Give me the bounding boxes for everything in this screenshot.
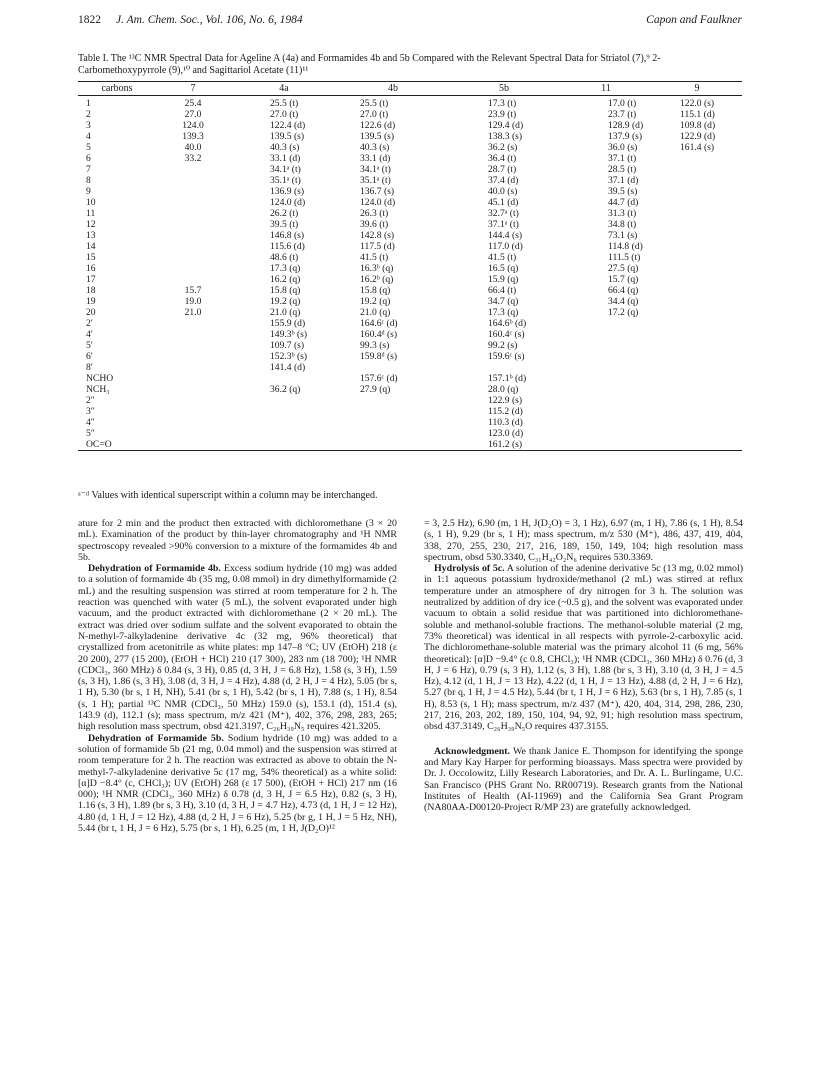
shift-cell	[652, 439, 742, 450]
shift-cell: 159.6ᶜ (s)	[488, 351, 525, 362]
column-header: 11	[601, 83, 611, 94]
shift-cell	[230, 373, 338, 384]
shift-cell: 25.4	[184, 98, 202, 109]
carbon-label: 8	[86, 175, 91, 186]
table-row	[78, 373, 742, 384]
shift-cell	[156, 197, 230, 208]
shift-cell: 34.4 (q)	[608, 296, 639, 307]
column-header: carbons	[101, 83, 133, 94]
paragraph-body: We thank Janice E. Thompson for identifying the sponge and Mary Kay Harper for performing bioassays. Mass spectra were provided by Dr. J. Occolowitz, Lilly Research Laboratories, and Dr. A. L. Burlingame, U.C. San Francisco (PHS Grant No. RR00719). Research grants from the National Institutes of Health (AI-11969) and the California Sea Grant Program (NA80AA-D00120-Project R/MP 23) are gratefully acknowledged.	[424, 745, 743, 814]
section-heading: Dehydration of Formamide 4b.	[88, 563, 221, 575]
shift-cell: 26.2 (t)	[270, 208, 299, 219]
shift-cell	[652, 395, 742, 406]
shift-cell	[652, 307, 742, 318]
shift-cell: 34.1ᵃ (t)	[360, 164, 391, 175]
shift-cell: 16.3ᵇ (q)	[360, 263, 394, 274]
shift-cell: 114.8 (d)	[608, 241, 643, 252]
shift-cell: 28.5 (t)	[608, 164, 637, 175]
shift-cell	[230, 406, 338, 417]
shift-cell	[230, 395, 338, 406]
shift-cell: 17.3 (q)	[488, 307, 519, 318]
shift-cell: 160.4ᶜ (s)	[488, 329, 525, 340]
carbon-label: 2	[86, 109, 91, 120]
carbon-label: 3″	[86, 406, 95, 417]
shift-cell	[156, 373, 230, 384]
shift-cell	[156, 241, 230, 252]
shift-cell: 160.4ᵈ (s)	[360, 329, 398, 340]
shift-cell: 122.9 (d)	[680, 131, 716, 142]
carbon-label: 13	[86, 230, 96, 241]
shift-cell: 41.5 (t)	[360, 252, 389, 263]
shift-cell	[156, 384, 230, 395]
table-row	[78, 263, 742, 274]
shift-cell: 48.6 (t)	[270, 252, 299, 263]
shift-cell	[560, 351, 652, 362]
shift-cell: 25.5 (t)	[270, 98, 299, 109]
shift-cell: 152.3ᵇ (s)	[270, 351, 308, 362]
shift-cell	[560, 395, 652, 406]
shift-cell: 26.3 (t)	[360, 208, 389, 219]
shift-cell	[652, 329, 742, 340]
shift-cell	[652, 219, 742, 230]
shift-cell: 40.0 (s)	[488, 186, 518, 197]
shift-cell: 115.1 (d)	[680, 109, 715, 120]
shift-cell: 155.9 (d)	[270, 318, 306, 329]
shift-cell: 40.0	[184, 142, 202, 153]
shift-cell: 109.8 (d)	[680, 120, 716, 131]
shift-cell: 37.4 (d)	[488, 175, 519, 186]
shift-cell	[652, 318, 742, 329]
table-row	[78, 395, 742, 406]
shift-cell: 17.3 (q)	[270, 263, 301, 274]
shift-cell: 115.2 (d)	[488, 406, 523, 417]
shift-cell: 159.8ᵈ (s)	[360, 351, 398, 362]
carbon-label: 10	[86, 197, 96, 208]
shift-cell	[448, 362, 560, 373]
running-header	[78, 14, 742, 30]
shift-cell	[156, 439, 230, 450]
shift-cell: 33.1 (d)	[360, 153, 391, 164]
shift-cell	[560, 373, 652, 384]
shift-cell: 16.2ᵇ (q)	[360, 274, 394, 285]
shift-cell: 136.7 (s)	[360, 186, 395, 197]
carbon-label: 8′	[86, 362, 93, 373]
shift-cell	[560, 406, 652, 417]
shift-cell: 138.3 (s)	[488, 131, 523, 142]
shift-cell	[156, 340, 230, 351]
shift-cell: 28.7 (t)	[488, 164, 517, 175]
shift-cell: 124.0	[182, 120, 204, 131]
shift-cell: 40.3 (s)	[360, 142, 390, 153]
shift-cell	[652, 285, 742, 296]
shift-cell	[652, 186, 742, 197]
shift-cell	[652, 252, 742, 263]
carbon-label: 12	[86, 219, 96, 230]
table-row	[78, 120, 742, 131]
carbon-label: 5	[86, 142, 91, 153]
shift-cell: 35.1ᵃ (t)	[360, 175, 391, 186]
shift-cell: 27.0 (t)	[360, 109, 389, 120]
carbon-label: 5″	[86, 428, 95, 439]
shift-cell	[652, 384, 742, 395]
shift-cell	[338, 406, 448, 417]
shift-cell: 23.7 (t)	[608, 109, 637, 120]
shift-cell	[230, 439, 338, 450]
shift-cell: 66.4 (t)	[488, 285, 517, 296]
shift-cell: 23.9 (t)	[488, 109, 517, 120]
carbon-label: 9	[86, 186, 91, 197]
shift-cell	[560, 318, 652, 329]
carbon-label: 7	[86, 164, 91, 175]
shift-cell: 37.1ᵃ (t)	[488, 219, 519, 230]
carbon-label: 4″	[86, 417, 95, 428]
carbon-label: 1	[86, 98, 91, 109]
shift-cell: 164.6ᶜ (d)	[360, 318, 398, 329]
shift-cell: 117.5 (d)	[360, 241, 395, 252]
shift-cell	[156, 428, 230, 439]
shift-cell	[560, 362, 652, 373]
carbon-label: 2′	[86, 318, 93, 329]
shift-cell: 44.7 (d)	[608, 197, 639, 208]
shift-cell	[652, 406, 742, 417]
carbon-label: OC=O	[86, 439, 112, 450]
shift-cell: 122.4 (d)	[270, 120, 306, 131]
shift-cell: 16.2 (q)	[270, 274, 301, 285]
section-heading: Hydrolysis of 5c.	[434, 563, 505, 575]
shift-cell: 41.5 (t)	[488, 252, 517, 263]
shift-cell: 139.5 (s)	[360, 131, 395, 142]
table-row	[78, 219, 742, 230]
carbon-label: 16	[86, 263, 96, 274]
shift-cell	[652, 164, 742, 175]
shift-cell	[560, 329, 652, 340]
shift-cell: 34.8 (t)	[608, 219, 637, 230]
carbon-label: 15	[86, 252, 96, 263]
shift-cell: 28.0 (q)	[488, 384, 519, 395]
table-row	[78, 274, 742, 285]
shift-cell	[560, 417, 652, 428]
shift-cell	[156, 351, 230, 362]
table-row	[78, 186, 742, 197]
shift-cell: 33.2	[184, 153, 202, 164]
table-row	[78, 230, 742, 241]
carbon-label: 19	[86, 296, 96, 307]
shift-cell: 109.7 (s)	[270, 340, 305, 351]
shift-cell	[652, 296, 742, 307]
carbon-label: NCH₃	[86, 384, 110, 395]
table-row	[78, 439, 742, 450]
table-caption: Table I. The ¹³C NMR Spectral Data for Ageline A (4a) and Formamides 4b and 5b Compared with the Relevant Spectral Data for Striatol (7),⁹ 2-Carbomethoxypyrrole (9),¹⁰ and Sagittariol Acetate (11)¹¹	[78, 53, 661, 76]
carbon-label: 20	[86, 307, 96, 318]
shift-cell	[560, 439, 652, 450]
paragraph-continuation: ature for 2 min and the product then extracted with dichloromethane (3 × 20 mL). Examination of the product by thin-layer chromatography and ¹H NMR spectroscopy revealed >90% conversion to a mixture of the formamides 4b and 5b.	[78, 518, 397, 563]
shift-cell	[652, 208, 742, 219]
left-text-column	[78, 518, 397, 834]
table-row	[78, 340, 742, 351]
shift-cell	[156, 175, 230, 186]
shift-cell: 161.4 (s)	[680, 142, 715, 153]
shift-cell	[156, 263, 230, 274]
shift-cell: 27.5 (q)	[608, 263, 639, 274]
shift-cell: 122.0 (s)	[680, 98, 715, 109]
shift-cell	[338, 395, 448, 406]
shift-cell: 164.6ᵇ (d)	[488, 318, 527, 329]
shift-cell	[652, 351, 742, 362]
section-heading: Dehydration of Formamide 5b.	[88, 732, 224, 744]
shift-cell: 33.1 (d)	[270, 153, 301, 164]
column-header: 5b	[499, 83, 509, 94]
shift-cell: 144.4 (s)	[488, 230, 523, 241]
shift-cell	[652, 197, 742, 208]
shift-cell: 137.9 (s)	[608, 131, 643, 142]
shift-cell: 21.0 (q)	[360, 307, 391, 318]
shift-cell: 122.9 (s)	[488, 395, 523, 406]
table-row	[78, 296, 742, 307]
shift-cell: 39.5 (s)	[608, 186, 638, 197]
shift-cell: 124.0 (d)	[270, 197, 306, 208]
shift-cell: 36.0 (s)	[608, 142, 638, 153]
shift-cell: 73.1 (s)	[608, 230, 638, 241]
shift-cell: 149.3ᵇ (s)	[270, 329, 308, 340]
shift-cell: 36.2 (q)	[270, 384, 301, 395]
shift-cell: 27.0 (t)	[270, 109, 299, 120]
shift-cell: 21.0 (q)	[270, 307, 301, 318]
table-header-row	[78, 82, 742, 96]
carbon-label: 14	[86, 241, 96, 252]
carbon-label: 4′	[86, 329, 93, 340]
shift-cell	[652, 241, 742, 252]
paragraph-body: Sodium hydride (10 mg) was added to a solution of formamide 5b (21 mg, 0.04 mmol) and the suspension was stirred at room temperature for 2 h. The reaction was extracted as above to obtain the N-methyl-7-alkyladenine derivative 5c (17 mg, 54% theoretical) as a white solid: [α]D −8.4° (c, CHCl₃); UV (EtOH) 268 (ε 17 500), (EtOH + HCl) 217 nm (16 000); ¹H NMR (CDCl₃, 360 MHz) δ 0.78 (d, 3 H, J = 6.5 Hz), 0.82 (s, 3 H), 1.16 (s, 3 H), 1.89 (br s, 3 H), 3.10 (d, 3 H, J = 4.7 Hz), 4.73 (d, 1 H, J = 12 Hz), 4.80 (d, 1 H, J = 12 Hz), 4.88 (d, 2 H, J = 6 Hz), 5.25 (br g, 1 H, J = 5 Hz, NH), 5.44 (br t, 1 H, J = 6 Hz), 5.75 (br s, 1 H), 6.25 (m, 1 H, J(D₂O)¹²	[78, 732, 398, 835]
carbon-label: 5′	[86, 340, 93, 351]
shift-cell	[652, 230, 742, 241]
shift-cell: 37.1 (d)	[608, 175, 639, 186]
carbon-label: 3	[86, 120, 91, 131]
shift-cell	[652, 153, 742, 164]
shift-cell: 15.8 (q)	[270, 285, 301, 296]
table-row	[78, 252, 742, 263]
shift-cell	[156, 252, 230, 263]
shift-cell	[156, 230, 230, 241]
shift-cell: 34.7 (q)	[488, 296, 519, 307]
shift-cell: 25.5 (t)	[360, 98, 389, 109]
column-header: 9	[694, 83, 700, 94]
table-row	[78, 153, 742, 164]
section-heading: Acknowledgment.	[434, 745, 510, 757]
carbon-label: 18	[86, 285, 96, 296]
shift-cell: 15.8 (q)	[360, 285, 391, 296]
shift-cell: 39.5 (t)	[270, 219, 299, 230]
carbon-label: 6′	[86, 351, 93, 362]
column-header: 4b	[388, 83, 398, 94]
shift-cell	[338, 428, 448, 439]
shift-cell: 40.3 (s)	[270, 142, 300, 153]
shift-cell	[652, 340, 742, 351]
table-body	[78, 96, 742, 450]
shift-cell: 66.4 (q)	[608, 285, 639, 296]
shift-cell	[560, 340, 652, 351]
shift-cell: 15.9 (q)	[488, 274, 519, 285]
table-row	[78, 208, 742, 219]
shift-cell: 15.7	[184, 285, 202, 296]
shift-cell	[652, 373, 742, 384]
table-row	[78, 351, 742, 362]
table-row	[78, 109, 742, 120]
column-header: 7	[190, 83, 196, 94]
table-row	[78, 307, 742, 318]
paragraph-body: Excess sodium hydride (10 mg) was added to a solution of formamide 4b (35 mg, 0.08 mmol) in dry dimethylformamide (2 mL) and the resulting suspension was stirred at room temperature for 2 h. The reaction was quenched with water (5 mL), the solvent evaporated under high vacuum, and the product extracted with dichloromethane (2 × 20 mL). The extract was dried over sodium sulfate and the solvent evaporated to obtain the N-methyl-7-alkyladenine derivative 4c (32 mg, 96% theoretical) that crystallized from acetonitrile as white plates: mp 147–8 °C; UV (EtOH) 218 (ε 20 200), 277 (15 200), (EtOH + HCl) 210 (17 300), 283 nm (18 700); ¹H NMR (CDCl₃, 360 MHz) δ 0.84 (s, 3 H), 0.85 (d, 3 H, J = 6.8 Hz), 1.58 (s, 3 H), 1.59 (s, 3 H), 1.86 (s, 3 H), 3.08 (d, 3 H, J = 4 Hz), 4.88 (d, 2 H, J = 4 Hz), 5.05 (br s, 1 H), 5.30 (br s, 1 H, NH), 5.41 (br s, 1 H), 5.42 (br s, 1 H), 7.88 (s, 1 H), 8.54 (s, 1 H); partial ¹³C NMR (CDCl₃, 50 MHz) 159.0 (s), 153.1 (d), 151.4 (s), 143.9 (d), 112.1 (s); mass spectrum, m/z 421 (M⁺), 402, 376, 298, 283, 265; high resolution mass spectrum, obsd 421.3197, C₂₆H₃₉N₅ requires 421.3205.	[78, 563, 397, 733]
table-row	[78, 175, 742, 186]
shift-cell	[156, 406, 230, 417]
shift-cell	[652, 263, 742, 274]
paragraph-dehydration-4b	[78, 563, 397, 732]
carbon-label: 11	[86, 208, 96, 219]
paragraph-hydrolysis	[424, 563, 743, 732]
table-footnote: ᵃ⁻ᵈ Values with identical superscript within a column may be interchanged.	[78, 490, 378, 501]
nmr-data-table	[78, 81, 742, 451]
shift-cell: 16.5 (q)	[488, 263, 519, 274]
shift-cell: 36.4 (t)	[488, 153, 517, 164]
table-row	[78, 362, 742, 373]
shift-cell: 161.2 (s)	[488, 439, 523, 450]
shift-cell: 139.5 (s)	[270, 131, 305, 142]
shift-cell	[230, 417, 338, 428]
paragraph-dehydration-5b	[78, 733, 397, 835]
table-row	[78, 164, 742, 175]
shift-cell: 123.0 (d)	[488, 428, 524, 439]
shift-cell: 19.2 (q)	[360, 296, 391, 307]
shift-cell: 32.7ᵃ (t)	[488, 208, 519, 219]
acknowledgment	[424, 746, 743, 814]
shift-cell: 99.2 (s)	[488, 340, 518, 351]
shift-cell: 122.6 (d)	[360, 120, 396, 131]
shift-cell: 27.9 (q)	[360, 384, 391, 395]
shift-cell	[652, 175, 742, 186]
shift-cell: 129.4 (d)	[488, 120, 524, 131]
shift-cell	[652, 428, 742, 439]
table-row	[78, 98, 742, 109]
shift-cell	[156, 186, 230, 197]
table-row	[78, 241, 742, 252]
shift-cell	[338, 417, 448, 428]
shift-cell	[156, 395, 230, 406]
carbon-label: 4	[86, 131, 91, 142]
shift-cell: 37.1 (t)	[608, 153, 637, 164]
table-row	[78, 318, 742, 329]
page-number: 1822	[78, 14, 101, 26]
shift-cell	[230, 428, 338, 439]
shift-cell: 111.5 (t)	[608, 252, 641, 263]
shift-cell: 36.2 (s)	[488, 142, 518, 153]
shift-cell: 157.6ᶜ (d)	[360, 373, 398, 384]
shift-cell: 35.1ᵃ (t)	[270, 175, 301, 186]
shift-cell: 142.8 (s)	[360, 230, 395, 241]
shift-cell	[156, 219, 230, 230]
running-authors: Capon and Faulkner	[646, 14, 742, 26]
shift-cell: 110.3 (d)	[488, 417, 523, 428]
shift-cell: 27.0	[184, 109, 202, 120]
shift-cell	[156, 274, 230, 285]
table-row	[78, 142, 742, 153]
shift-cell: 141.4 (d)	[270, 362, 306, 373]
table-row	[78, 285, 742, 296]
shift-cell: 128.9 (d)	[608, 120, 644, 131]
shift-cell: 15.7 (q)	[608, 274, 639, 285]
column-header: 4a	[279, 83, 289, 94]
shift-cell: 17.2 (q)	[608, 307, 639, 318]
table-row	[78, 131, 742, 142]
shift-cell	[652, 274, 742, 285]
shift-cell	[156, 417, 230, 428]
shift-cell: 136.9 (s)	[270, 186, 305, 197]
table-row	[78, 329, 742, 340]
shift-cell: 115.6 (d)	[270, 241, 305, 252]
carbon-label: 17	[86, 274, 96, 285]
shift-cell: 31.3 (t)	[608, 208, 637, 219]
shift-cell	[156, 208, 230, 219]
shift-cell: 19.0	[184, 296, 202, 307]
shift-cell: 139.3	[182, 131, 204, 142]
carbon-label: 6	[86, 153, 91, 164]
table-row	[78, 197, 742, 208]
shift-cell	[156, 164, 230, 175]
shift-cell: 157.1ᵇ (d)	[488, 373, 527, 384]
carbon-label: NCHO	[86, 373, 114, 384]
shift-cell	[652, 362, 742, 373]
paragraph-body: A solution of the adenine derivative 5c (13 mg, 0.02 mmol) in 1:1 aqueous potassium hydroxide/methanol (2 mL) was stirred at reflux temperature under an atmosphere of dry nitrogen for 3 h. The solution was neutralized by addition of dry ice (~0.5 g), and the solvent was evaporated under vacuum to obtain a solid residue that was partitioned into dichloromethane-soluble and methanol-soluble fractions. The methanol-soluble material (2 mg, 73% theoretical) was identical in all respects with pyrrole-2-carboxylic acid. The dichloromethane-soluble material was the primary alcohol 11 (6 mg, 56% theoretical): [α]D −9.4° (c 0.8, CHCl₃); ¹H NMR (CDCl₃, 360 MHz) δ 0.76 (d, 3 H, J = 6 Hz), 0.79 (s, 3 H), 1.12 (s, 3 H), 1.88 (br s, 3 H), 3.10 (d, 3 H, J = 4.5 Hz), 4.12 (d, 1 H, J = 13 Hz), 4.22 (d, 1 H, J = 13 Hz), 4.88 (d, 2 H, J = 6 Hz), 5.27 (br q, 1 H, J = 4.5 Hz), 5.44 (br t, 1 H, J = 6 Hz), 5.63 (br s, 1 H), 7.85 (s, 1 H), 8.53 (s, 1 H); mass spectrum, m/z 437 (M⁺), 420, 404, 314, 298, 286, 230, 217, 216, 203, 202, 189, 150, 104, 94, 92, 91; high resolution mass spectrum, obsd 437.3149, C₂₆H₃₉N₅O requires 437.3155.	[424, 563, 743, 733]
journal-citation: J. Am. Chem. Soc., Vol. 106, No. 6, 1984	[116, 14, 303, 26]
shift-cell: 39.6 (t)	[360, 219, 389, 230]
shift-cell: 124.0 (d)	[360, 197, 396, 208]
shift-cell	[652, 417, 742, 428]
shift-cell	[338, 439, 448, 450]
shift-cell: 45.1 (d)	[488, 197, 519, 208]
paragraph-continuation: = 3, 2.5 Hz), 6.90 (m, 1 H, J(D₂O) = 3, 1 Hz), 6.97 (m, 1 H), 7.86 (s, 1 H), 8.54 (s, 1 H), 9.29 (br s, 1 H); mass spectrum, m/z 530 (M⁺), 486, 437, 419, 404, 338, 270, 255, 230, 217, 216, 189, 150, 149, 104; high resolution mass spectrum, obsd 530.3340, C₃₁H₄₂O₂N₆ requires 530.3369.	[424, 518, 743, 563]
right-text-column	[424, 518, 743, 813]
shift-cell	[560, 384, 652, 395]
carbon-label: 2″	[86, 395, 95, 406]
shift-cell: 19.2 (q)	[270, 296, 301, 307]
table-row	[78, 428, 742, 439]
shift-cell: 146.8 (s)	[270, 230, 305, 241]
shift-cell	[156, 329, 230, 340]
shift-cell: 17.3 (t)	[488, 98, 517, 109]
shift-cell	[156, 318, 230, 329]
shift-cell: 117.0 (d)	[488, 241, 523, 252]
table-row	[78, 406, 742, 417]
shift-cell: 99.3 (s)	[360, 340, 390, 351]
shift-cell: 21.0	[184, 307, 202, 318]
table-row	[78, 417, 742, 428]
shift-cell: 17.0 (t)	[608, 98, 637, 109]
shift-cell	[560, 428, 652, 439]
shift-cell	[338, 362, 448, 373]
shift-cell	[156, 362, 230, 373]
table-row	[78, 384, 742, 395]
shift-cell: 34.1ᵃ (t)	[270, 164, 301, 175]
